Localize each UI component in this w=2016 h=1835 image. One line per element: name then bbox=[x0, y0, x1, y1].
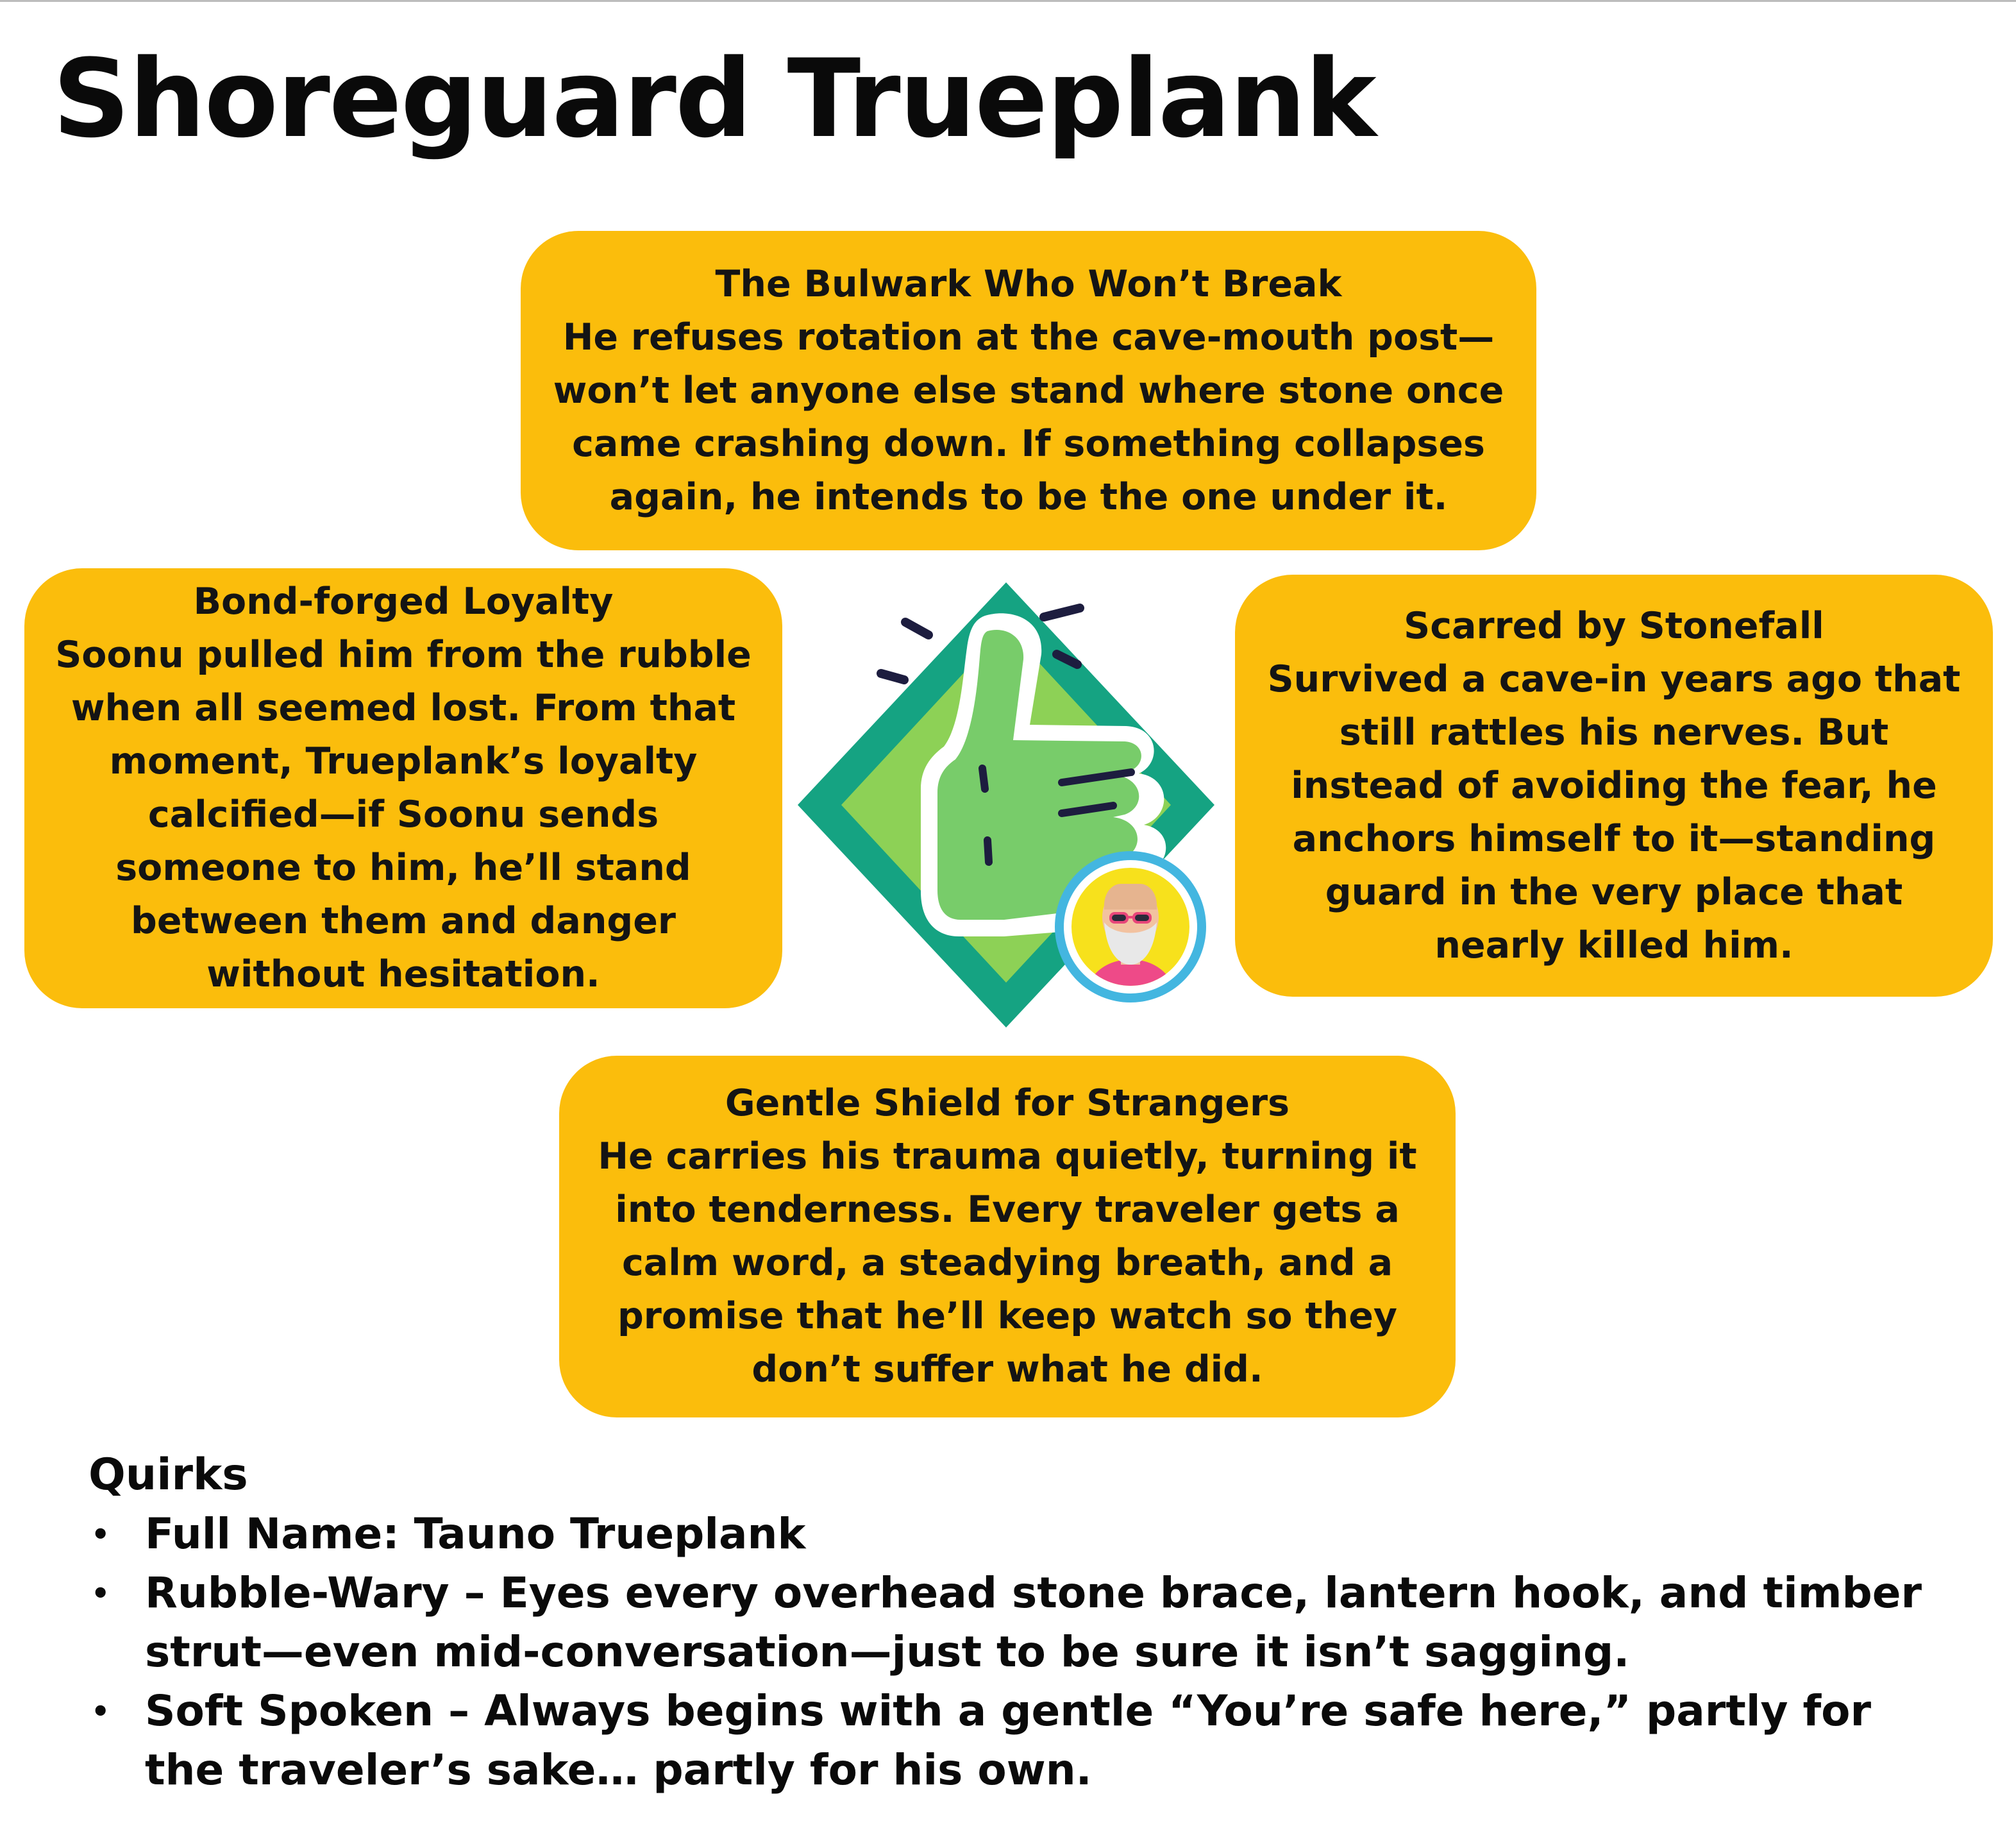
bullet-icon: • bbox=[91, 1517, 110, 1552]
list-item bbox=[88, 1564, 1961, 1682]
old-man-avatar-icon bbox=[1050, 847, 1211, 1007]
trait-card-title: Scarred by Stonefall bbox=[1404, 604, 1824, 647]
trait-card-body: Soonu pulled him from the rubble when all seemed lost. From that moment, Trueplank’s loyalty calcified—if Soonu sends someone to him, he’ll stand between them and danger without hesitation. bbox=[55, 634, 752, 995]
quirk-text: Full Name: Tauno Trueplank bbox=[145, 1509, 806, 1559]
page-title: Shoreguard Trueplank bbox=[53, 36, 1375, 162]
list-item bbox=[88, 1505, 1961, 1564]
top-border-rule bbox=[0, 0, 2016, 2]
trait-card-title: Gentle Shield for Strangers bbox=[725, 1082, 1290, 1124]
character-emblem bbox=[793, 577, 1220, 1033]
trait-card-body: He refuses rotation at the cave-mouth post—won’t let anyone else stand where stone once came crashing down. If something collapses again, he intends to be the one under it. bbox=[553, 316, 1504, 518]
list-item bbox=[88, 1682, 1961, 1800]
bullet-icon: • bbox=[91, 1694, 110, 1729]
quirk-text: Soft Spoken – Always begins with a gentle “You’re safe here,” partly for the traveler’s sake… partly for his own. bbox=[145, 1686, 1872, 1795]
trait-card-stonefall bbox=[1235, 575, 1993, 997]
trait-card-title: The Bulwark Who Won’t Break bbox=[715, 262, 1342, 305]
trait-card-title: Bond-forged Loyalty bbox=[193, 580, 614, 623]
trait-card-body: He carries his trauma quietly, turning it into tenderness. Every traveler gets a calm word, a steadying breath, and a promise that he’ll keep watch so they don’t suffer what he did. bbox=[598, 1135, 1417, 1391]
bullet-icon: • bbox=[91, 1576, 110, 1611]
quirks-heading: Quirks bbox=[88, 1450, 248, 1500]
trait-card-bulwark bbox=[521, 231, 1536, 550]
quirk-text: Rubble-Wary – Eyes every overhead stone brace, lantern hook, and timber strut—even mid-conversation—just to be sure it isn’t sagging. bbox=[145, 1568, 1922, 1677]
quirks-section bbox=[88, 1446, 1961, 1800]
quirks-list bbox=[88, 1505, 1961, 1800]
trait-card-gentle-shield bbox=[559, 1056, 1456, 1417]
trait-card-body: Survived a cave-in years ago that still rattles his nerves. But instead of avoiding the fear, he anchors himself to it—standing guard in the very place that nearly killed him. bbox=[1267, 657, 1961, 967]
trait-card-loyalty bbox=[24, 568, 782, 1008]
